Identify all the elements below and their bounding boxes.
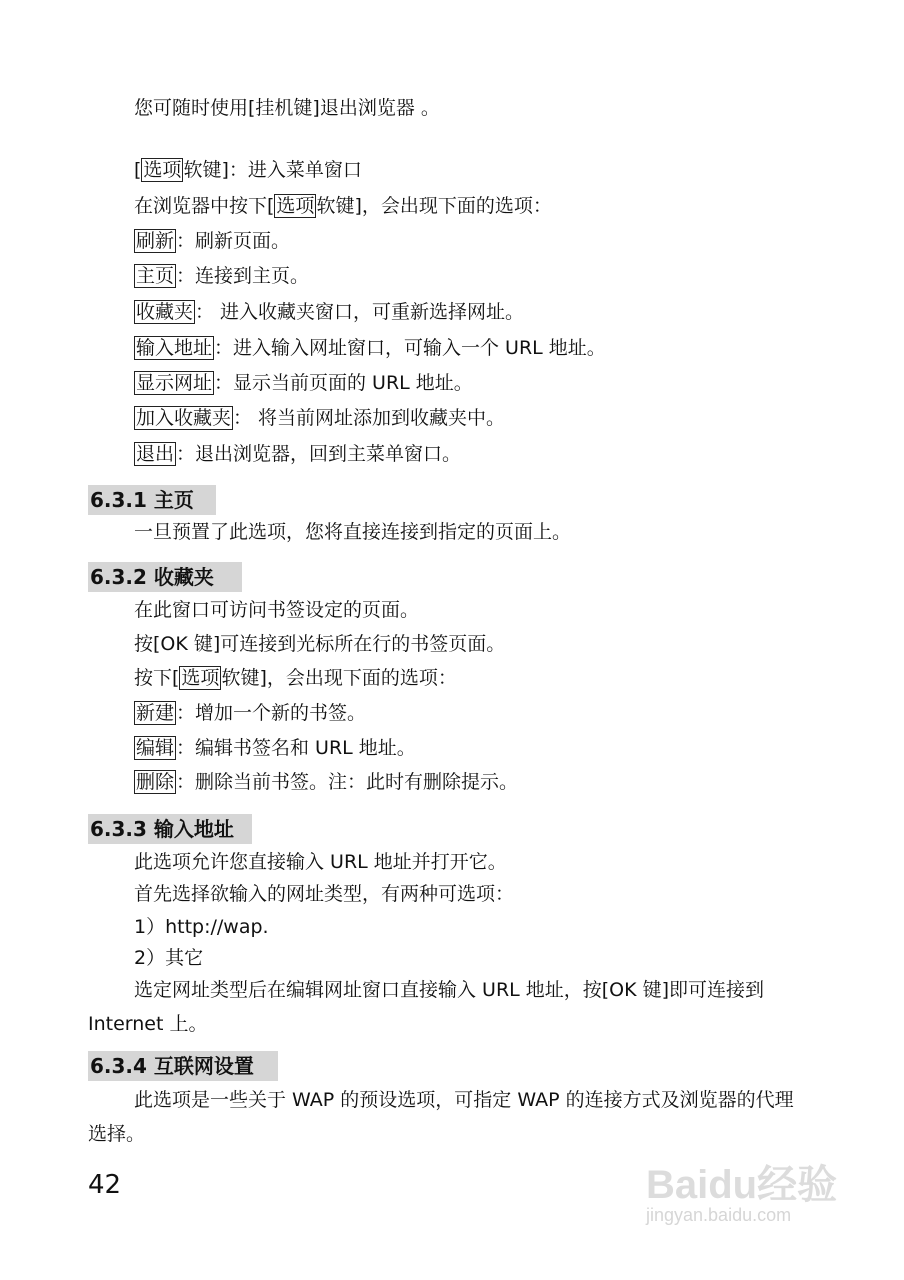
menu-item-desc: ：进入输入网址窗口，可输入一个 URL 地址。 <box>214 337 606 359</box>
favorites-item-new <box>134 701 366 725</box>
menu-item-refresh <box>134 229 290 253</box>
menu-item-favorites <box>134 300 524 324</box>
favorites-item-edit <box>134 736 416 760</box>
line3-pre: 按下[ <box>134 667 180 689</box>
menu-item-desc: ：删除当前书签。注：此时有删除提示。 <box>176 771 519 793</box>
enter-address-option-2: 2）其它 <box>134 947 204 969</box>
intro-text: 您可随时使用[挂机键]退出浏览器 。 <box>134 97 440 119</box>
menu-item-desc: ：退出浏览器，回到主菜单窗口。 <box>176 443 462 465</box>
favorites-line-2: 按[OK 键]可连接到光标所在行的书签页面。 <box>134 633 506 655</box>
menu-item-home <box>134 264 309 288</box>
instruction-post: 软键]，会出现下面的选项： <box>316 195 552 217</box>
menu-item-desc: ：连接到主页。 <box>176 265 310 287</box>
menu-item-desc: ：显示当前页面的 URL 地址。 <box>214 372 473 394</box>
options-instruction <box>134 194 552 218</box>
menu-item-desc: ：增加一个新的书签。 <box>176 702 367 724</box>
favorites-line-1: 在此窗口可访问书签设定的页面。 <box>134 599 420 621</box>
menu-key-box: 主页 <box>136 265 175 287</box>
menu-key-box: 收藏夹 <box>136 301 194 323</box>
section-heading-enter-address: 6.3.3 输入地址 <box>88 814 252 844</box>
menu-key-box: 新建 <box>136 702 175 724</box>
menu-key-box: 加入收藏夹 <box>136 407 232 429</box>
menu-item-exit <box>134 442 461 466</box>
options-key-box: 选项 <box>143 159 182 181</box>
menu-item-enter-address <box>134 336 606 360</box>
options-key-box: 选项 <box>181 667 220 689</box>
options-heading-text: 软键]：进入菜单窗口 <box>183 159 362 181</box>
menu-key-box: 删除 <box>136 771 175 793</box>
baidu-watermark <box>646 1145 856 1245</box>
menu-key-box: 刷新 <box>136 230 175 252</box>
menu-item-desc: ：刷新页面。 <box>176 230 291 252</box>
section-home-text: 一旦预置了此选项，您将直接连接到指定的页面上。 <box>134 521 572 543</box>
menu-item-desc: ：编辑书签名和 URL 地址。 <box>176 737 416 759</box>
bracket-open: [ <box>134 159 142 181</box>
enter-address-line-1: 此选项允许您直接输入 URL 地址并打开它。 <box>134 851 507 873</box>
menu-item-add-favorite <box>134 406 505 430</box>
menu-key-box: 显示网址 <box>136 372 213 394</box>
menu-key-box: 输入地址 <box>136 337 213 359</box>
section-heading-home: 6.3.1 主页 <box>88 485 216 515</box>
menu-key-box: 编辑 <box>136 737 175 759</box>
page-number: 42 <box>88 1170 122 1200</box>
menu-item-desc: ： 进入收藏夹窗口，可重新选择网址。 <box>195 301 525 323</box>
options-softkey-heading <box>134 158 362 182</box>
watermark-url: jingyan.baidu.com <box>646 1205 792 1225</box>
favorites-item-delete <box>134 770 518 794</box>
enter-address-option-1: 1）http://wap. <box>134 916 269 938</box>
menu-item-show-url <box>134 371 473 395</box>
instruction-pre: 在浏览器中按下[ <box>134 195 275 217</box>
enter-address-line-2: 首先选择欲输入的网址类型，有两种可选项： <box>134 883 515 905</box>
section-heading-internet-settings: 6.3.4 互联网设置 <box>88 1051 278 1081</box>
watermark-brand: Baidu经验 <box>646 1163 838 1207</box>
menu-item-desc: ： 将当前网址添加到收藏夹中。 <box>233 407 506 429</box>
internet-settings-paragraph: 此选项是一些关于 WAP 的预设选项，可指定 WAP 的连接方式及浏览器的代理选择。 <box>88 1089 794 1145</box>
menu-key-box: 退出 <box>136 443 175 465</box>
enter-address-paragraph: 选定网址类型后在编辑网址窗口直接输入 URL 地址，按[OK 键]即可连接到 Internet 上。 <box>88 979 765 1035</box>
favorites-line-3 <box>134 666 457 690</box>
line3-post: 软键]，会出现下面的选项： <box>221 667 457 689</box>
section-heading-favorites: 6.3.2 收藏夹 <box>88 562 242 592</box>
options-key-box: 选项 <box>276 195 315 217</box>
